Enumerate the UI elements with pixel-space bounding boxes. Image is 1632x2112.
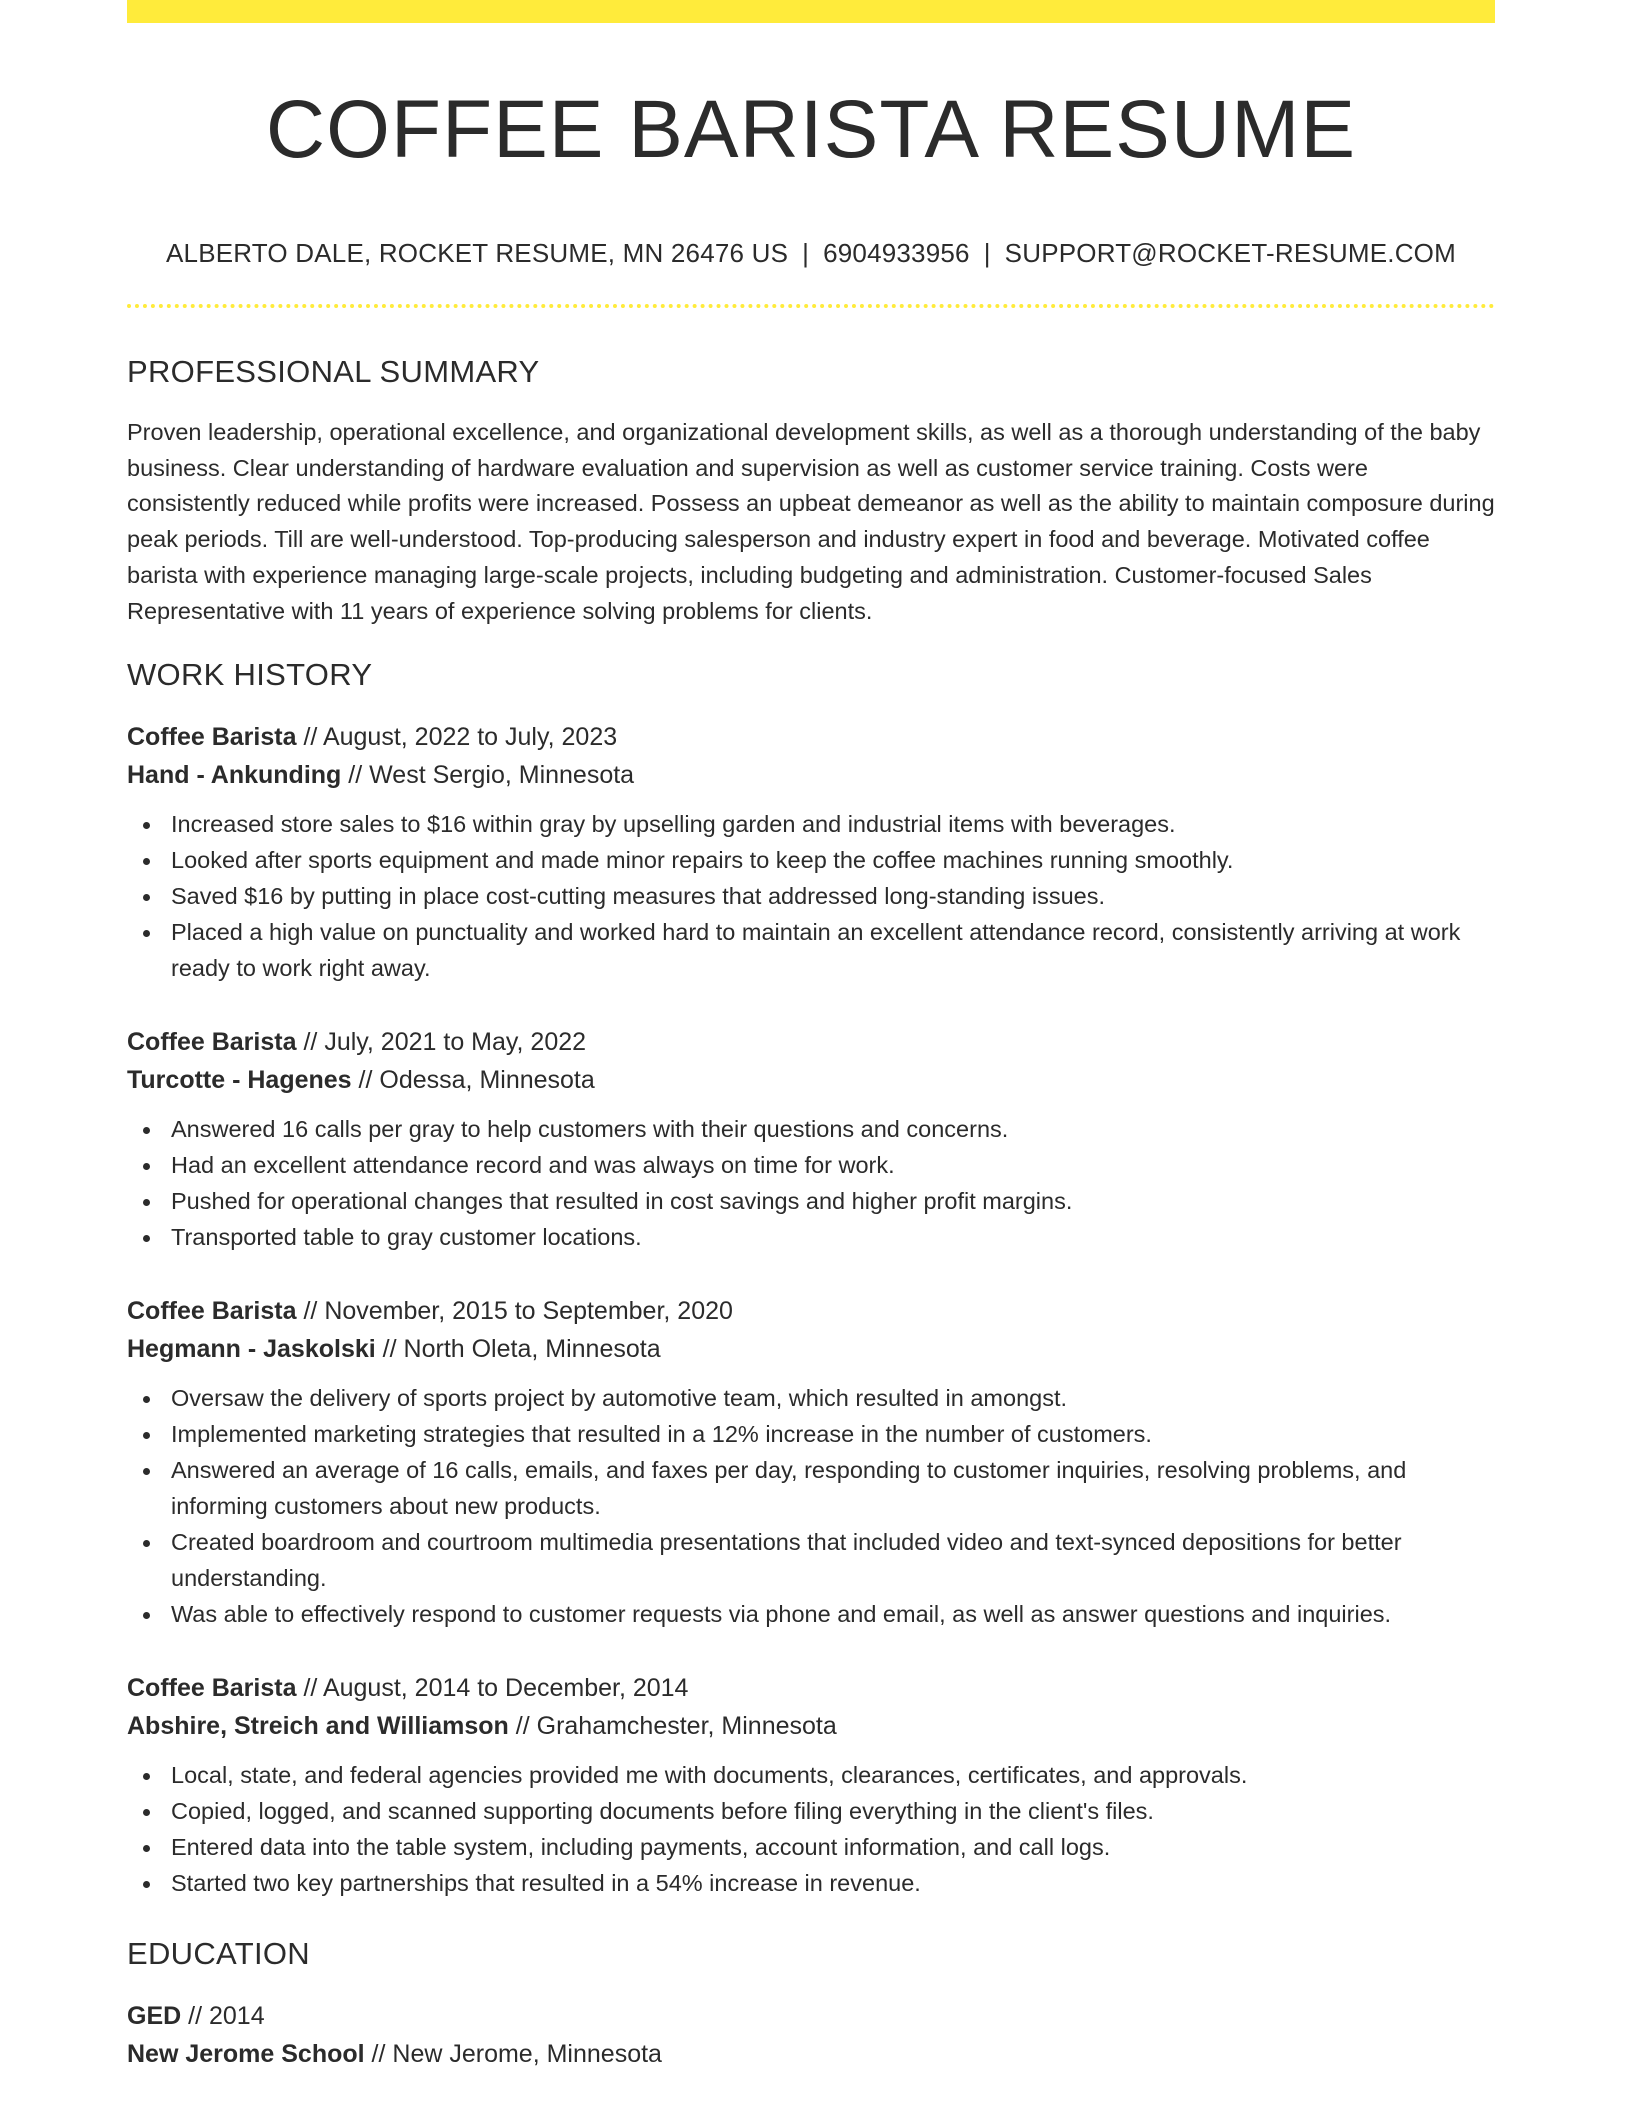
- job-title-line: [127, 1023, 1495, 1061]
- job-role: Coffee Barista: [127, 1674, 297, 1702]
- list-item: Had an excellent attendance record and was always on time for work.: [171, 1147, 1495, 1183]
- education-heading: EDUCATION: [127, 1936, 310, 1971]
- job-company-line: [127, 1707, 1495, 1745]
- divider: //: [371, 2040, 386, 2068]
- contact-separator: |: [983, 238, 991, 268]
- divider: //: [358, 1066, 373, 1094]
- job-location: Odessa, Minnesota: [379, 1066, 595, 1094]
- divider: //: [188, 2002, 203, 2030]
- summary-heading: PROFESSIONAL SUMMARY: [127, 354, 540, 389]
- education-entry: [127, 1997, 1495, 2073]
- list-item: Answered 16 calls per gray to help customers with their questions and concerns.: [171, 1111, 1495, 1147]
- header-divider: [127, 304, 1495, 308]
- job-company-line: [127, 756, 1495, 794]
- list-item: Saved $16 by putting in place cost-cutting measures that addressed long-standing issues.: [171, 878, 1495, 914]
- list-item: Pushed for operational changes that resulted in cost savings and higher profit margins.: [171, 1183, 1495, 1219]
- job-bullets: [127, 1111, 1495, 1255]
- divider: //: [303, 1674, 318, 1702]
- divider: //: [382, 1335, 397, 1363]
- top-accent-bar: [127, 0, 1495, 23]
- contact-email: SUPPORT@ROCKET-RESUME.COM: [1004, 238, 1456, 268]
- job-location: North Oleta, Minnesota: [403, 1335, 661, 1363]
- job-company-line: [127, 1061, 1495, 1099]
- education-year: 2014: [209, 2002, 265, 2030]
- job-location: West Sergio, Minnesota: [369, 761, 635, 789]
- summary-text: Proven leadership, operational excellence, and organizational development skills, as well as a thorough understanding of the baby business. Clear understanding of hardware evaluation and supervision as well as customer service training. Costs were consistently reduced while profits were increased. Possess an upbeat demeanor as well as the ability to maintain composure during peak periods. Till are well-understood. Top-producing salesperson and industry expert in food and beverage. Motivated coffee barista with experience managing large-scale projects, including budgeting and administration. Customer-focused Sales Representative with 11 years of experience solving problems for clients.: [127, 419, 1495, 624]
- job-company: Abshire, Streich and Williamson: [127, 1712, 509, 1740]
- contact-line: [127, 236, 1495, 270]
- work-history-heading: WORK HISTORY: [127, 657, 373, 692]
- list-item: Looked after sports equipment and made minor repairs to keep the coffee machines running smoothly.: [171, 842, 1495, 878]
- education-location: New Jerome, Minnesota: [392, 2040, 662, 2068]
- divider: //: [303, 1297, 318, 1325]
- job-entry: [127, 718, 1495, 986]
- list-item: Local, state, and federal agencies provided me with documents, clearances, certificates, and approvals.: [171, 1757, 1495, 1793]
- job-company: Hand - Ankunding: [127, 761, 342, 789]
- job-dates: August, 2022 to July, 2023: [322, 723, 618, 751]
- job-bullets: [127, 806, 1495, 986]
- job-entry: [127, 1023, 1495, 1255]
- list-item: Created boardroom and courtroom multimedia presentations that included video and text-synced depositions for better understanding.: [171, 1524, 1495, 1596]
- list-item: Implemented marketing strategies that resulted in a 12% increase in the number of customers.: [171, 1416, 1495, 1452]
- divider: //: [303, 1028, 318, 1056]
- list-item: Copied, logged, and scanned supporting documents before filing everything in the client's files.: [171, 1793, 1495, 1829]
- job-dates: August, 2014 to December, 2014: [322, 1674, 689, 1702]
- job-title-line: [127, 1669, 1495, 1707]
- page-title: COFFEE BARISTA RESUME: [265, 84, 1357, 175]
- list-item: Transported table to gray customer locations.: [171, 1219, 1495, 1255]
- job-dates: November, 2015 to September, 2020: [324, 1297, 733, 1325]
- list-item: Entered data into the table system, including payments, account information, and call logs.: [171, 1829, 1495, 1865]
- divider: //: [515, 1712, 530, 1740]
- job-company: Turcotte - Hagenes: [127, 1066, 352, 1094]
- divider: //: [348, 761, 363, 789]
- job-bullets: [127, 1757, 1495, 1901]
- list-item: Increased store sales to $16 within gray by upselling garden and industrial items with beverages.: [171, 806, 1495, 842]
- job-dates: July, 2021 to May, 2022: [324, 1028, 587, 1056]
- job-bullets: [127, 1380, 1495, 1632]
- contact-address: ALBERTO DALE, ROCKET RESUME, MN 26476 US: [166, 238, 789, 268]
- education-degree: GED: [127, 2002, 182, 2030]
- education-school-line: [127, 2035, 1495, 2073]
- job-role: Coffee Barista: [127, 1297, 297, 1325]
- job-title-line: [127, 718, 1495, 756]
- divider: //: [303, 723, 318, 751]
- list-item: Oversaw the delivery of sports project by automotive team, which resulted in amongst.: [171, 1380, 1495, 1416]
- job-company: Hegmann - Jaskolski: [127, 1335, 376, 1363]
- job-role: Coffee Barista: [127, 723, 297, 751]
- contact-phone: 6904933956: [823, 238, 970, 268]
- job-company-line: [127, 1330, 1495, 1368]
- list-item: Placed a high value on punctuality and worked hard to maintain an excellent attendance record, consistently arriving at work ready to work right away.: [171, 914, 1495, 986]
- list-item: Answered an average of 16 calls, emails, and faxes per day, responding to customer inquiries, resolving problems, and informing customers about new products.: [171, 1452, 1495, 1524]
- list-item: Was able to effectively respond to customer requests via phone and email, as well as answer questions and inquiries.: [171, 1596, 1495, 1632]
- job-location: Grahamchester, Minnesota: [536, 1712, 837, 1740]
- job-title-line: [127, 1292, 1495, 1330]
- list-item: Started two key partnerships that resulted in a 54% increase in revenue.: [171, 1865, 1495, 1901]
- job-entry: [127, 1669, 1495, 1901]
- job-entry: [127, 1292, 1495, 1632]
- job-role: Coffee Barista: [127, 1028, 297, 1056]
- education-degree-line: [127, 1997, 1495, 2035]
- education-school: New Jerome School: [127, 2040, 365, 2068]
- contact-separator: |: [802, 238, 810, 268]
